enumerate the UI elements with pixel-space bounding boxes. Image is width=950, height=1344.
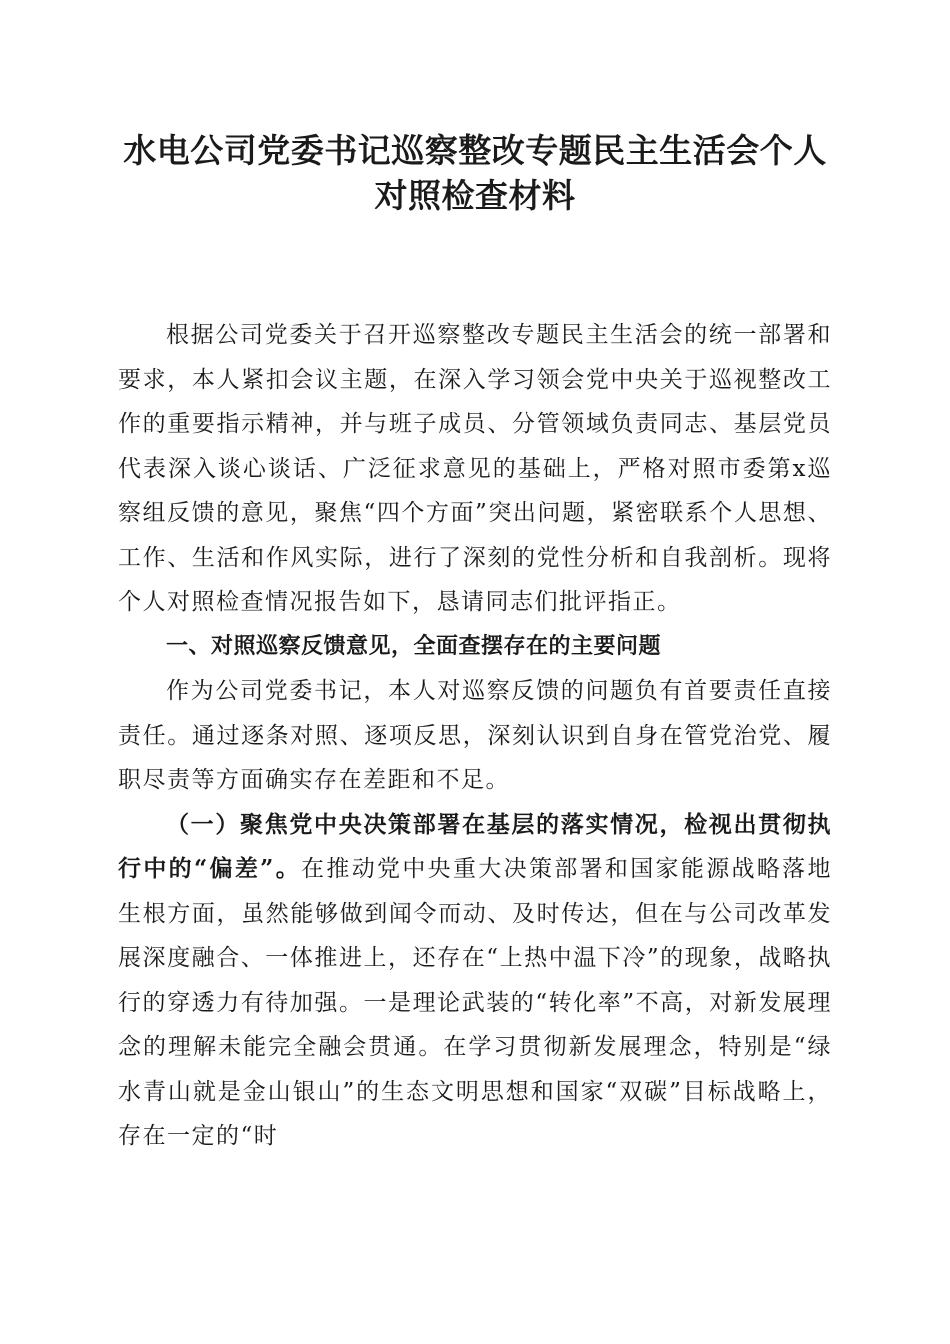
subsection-1-text: 在推动党中央重大决策部署和国家能源战略落地生根方面，虽然能够做到闻令而动、及时传达，但在与公司改革发展深度融合、一体推进上，还存在“上热中温下冷”的现象，战略执行的穿透力有待加强。一是理论武装的“转化率”不高，对新发展理念的理解未能完全融会贯通。在学习贯彻新发展理念，特别是“绿水青山就是金山银山”的生态文明思想和国家“双碳”目标战略上，存在一定的“时	[118, 856, 832, 1149]
section-1-heading: 一、对照巡察反馈意见，全面查摆存在的主要问题	[166, 633, 662, 659]
document-title: 水电公司党委书记巡察整改专题民主生活会个人对照检查材料	[123, 131, 827, 215]
intro-paragraph: 根据公司党委关于召开巡察整改专题民主生活会的统一部署和要求，本人紧扣会议主题，在深入学习领会党中央关于巡视整改工作的重要指示精神，并与班子成员、分管领域负责同志、基层党员代表深入谈心谈话、广泛征求意见的基础上，严格对照市委第x巡察组反馈的意见，聚焦“四个方面”突出问题，紧密联系个人思想、工作、生活和作风实际，进行了深刻的党性分析和自我剖析。现将个人对照检查情况报告如下，恳请同志们批评指正。	[118, 322, 832, 615]
subsection-1-heading: （一）聚焦党中央决策部署在基层的落实情况，检视出贯彻执行中的“偏差”。	[118, 810, 832, 882]
document-page	[118, 128, 832, 1159]
subsection-1-paragraph	[118, 803, 832, 1159]
section-1-paragraph: 作为公司党委书记，本人对巡察反馈的问题负有首要责任直接责任。通过逐条对照、逐项反思，深刻认识到自身在管党治党、履职尽责等方面确实存在差距和不足。	[118, 678, 832, 793]
document-body	[118, 313, 832, 1159]
